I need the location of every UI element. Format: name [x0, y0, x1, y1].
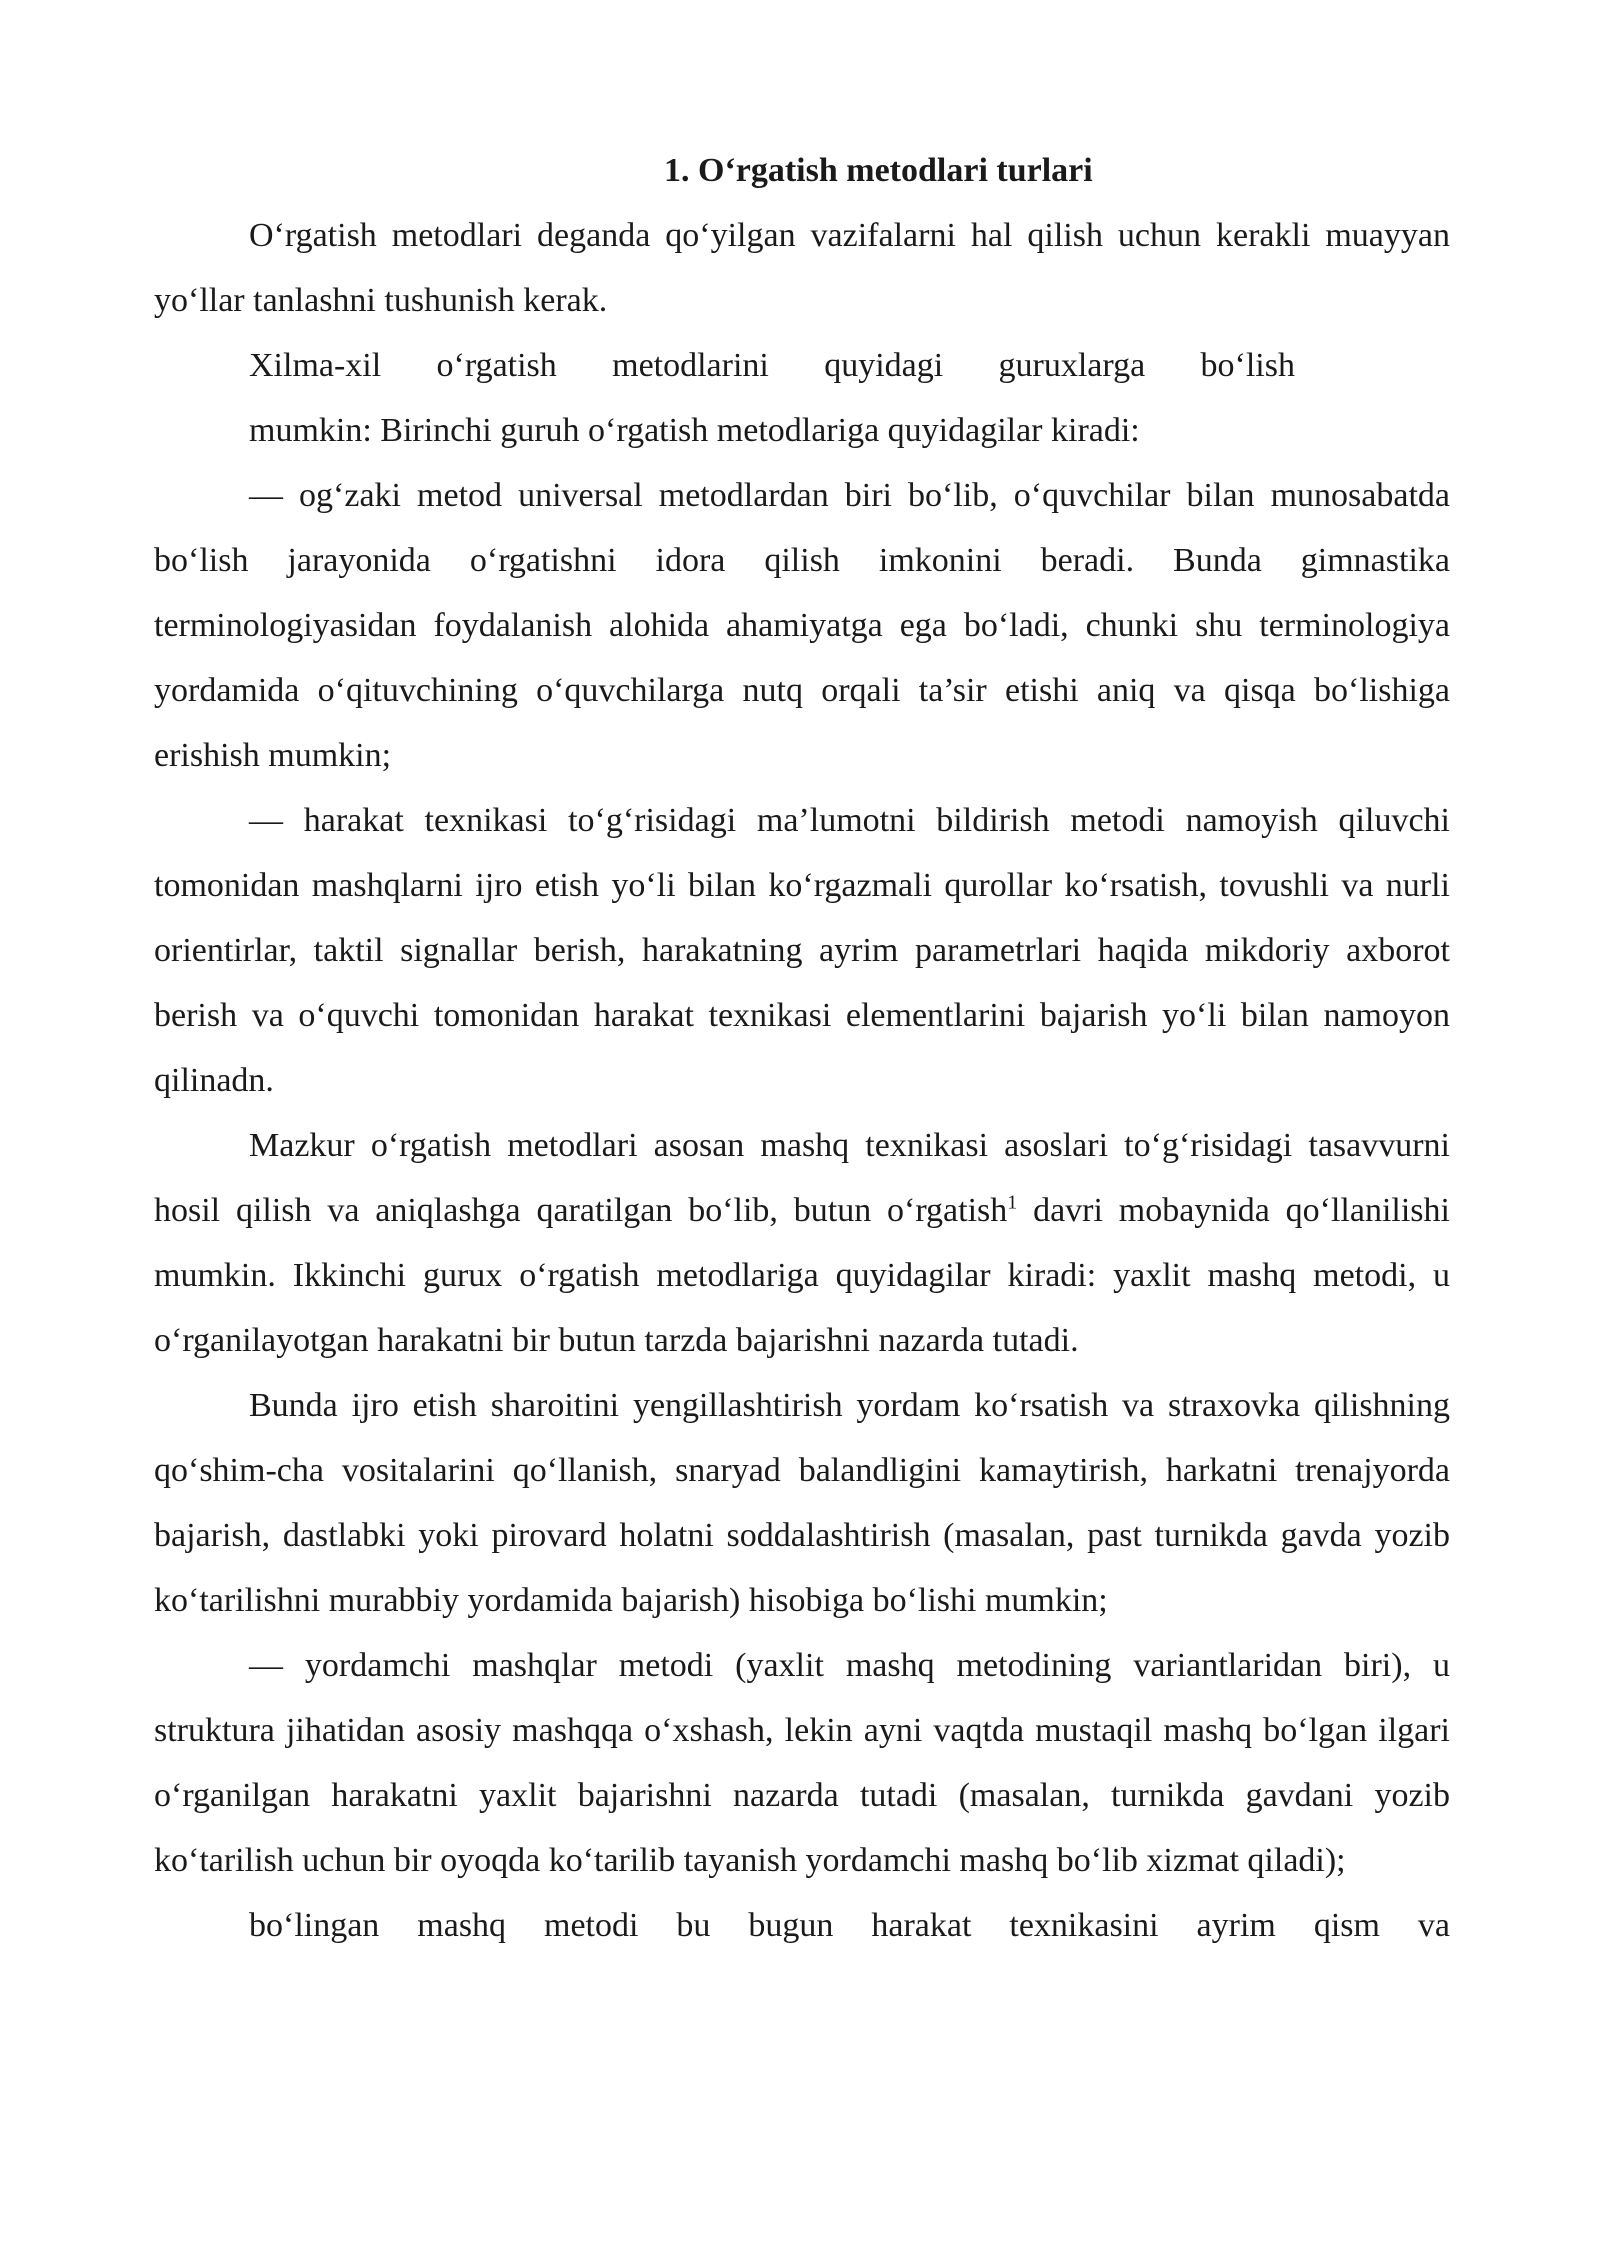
- paragraph-5-text-a: Mazkur o‘rgatish metodlari asosan mashq texnikasi asoslari to‘g‘risidagi tasavvurni hosil qilish va aniqlashga qaratilgan bo‘lib, butun o‘rgatish: [154, 1127, 1450, 1229]
- document-title: 1. O‘rgatish metodlari turlari: [664, 152, 1093, 189]
- paragraph-5: [154, 1113, 1450, 1373]
- paragraph-5-text-b: davri mobaynida qo‘llanilishi mumkin. Ikkinchi gurux o‘rgatish metodlariga quyidagilar kiradi: yaxlit mashq metodi, u o‘rganilayotgan harakatni bir butun tarzda bajarishni nazarda tutadi.: [154, 1192, 1450, 1359]
- document-page: [154, 138, 1450, 1958]
- paragraph-7: — yordamchi mashqlar metodi (yaxlit mashq metodining variantlaridan biri), u struktura jihatidan asosiy mashqqa o‘xshash, lekin ayni vaqtda mustaqil mashq bo‘lgan ilgari o‘rganilgan harakatni yaxlit bajarishni nazarda tutadi (masalan, turnikda gavdani yozib ko‘tarilish uchun bir oyoqda ko‘tarilib tayanish yordamchi mashq bo‘lib xizmat qiladi);: [154, 1647, 1450, 1879]
- paragraph-8: bo‘lingan mashq metodi bu bugun harakat texnikasini ayrim qism va: [249, 1907, 1450, 1944]
- paragraph-4: — harakat texnikasi to‘g‘risidagi ma’lumotni bildirish metodi namoyish qiluvchi tomonidan mashqlarni ijro etish yo‘li bilan ko‘rgazmali qurollar ko‘rsatish, tovushli va nurli orientirlar, taktil signallar berish, harakatning ayrim parametrlari haqida mikdoriy axborot berish va o‘quvchi tomonidan harakat texnikasi elementlarini bajarish yo‘li bilan namoyon qilinadn.: [154, 802, 1450, 1099]
- paragraph-6: Bunda ijro etish sharoitini yengillashtirish yordam ko‘rsatish va straxovka qilishning qo‘shim-cha vositalarini qo‘llanish, snaryad balandligini kamaytirish, harkatni trenajyorda bajarish, dastlabki yoki pirovard holatni soddalashtirish (masalan, past turnikda gavda yozib ko‘tarilishni murabbiy yordamida bajarish) hisobiga bo‘lishi mumkin;: [154, 1387, 1450, 1619]
- footnote-marker: 1: [1007, 1191, 1018, 1214]
- paragraph-1: O‘rgatish metodlari deganda qo‘yilgan vazifalarni hal qilish uchun kerakli muayyan yo‘llar tanlashni tushunish kerak.: [154, 217, 1450, 319]
- paragraph-3: — og‘zaki metod universal metodlardan biri bo‘lib, o‘quvchilar bilan munosabatda bo‘lish jarayonida o‘rgatishni idora qilish imkonini beradi. Bunda gimnastika terminologiyasidan foydalanish alohida ahamiyatga ega bo‘ladi, chunki shu terminologiya yordamida o‘qituvchining o‘quvchilarga nutq orqali ta’sir etishi aniq va qisqa bo‘lishiga erishish mumkin;: [154, 477, 1450, 774]
- paragraph-2-line-1: Xilma-xil o‘rgatish metodlarini quyidagi guruxlarga bo‘lish: [249, 347, 1295, 384]
- paragraph-2-line-2: mumkin: Birinchi guruh o‘rgatish metodlariga quyidagilar kiradi:: [249, 412, 1140, 449]
